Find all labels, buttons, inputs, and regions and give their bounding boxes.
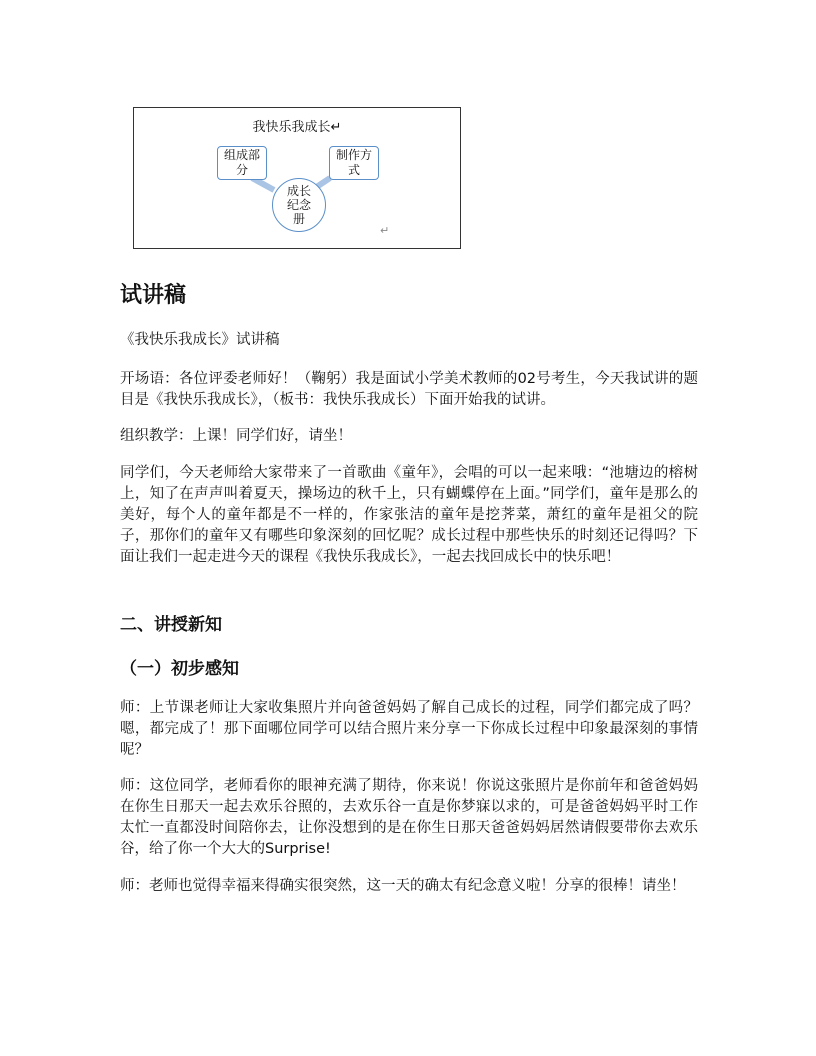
organize-paragraph: 组织教学：上课！同学们好，请坐！ <box>120 428 352 444</box>
diagram-box-methods: 制作方式 <box>329 146 379 180</box>
subtitle-paragraph: 《我快乐我成长》试讲稿 <box>120 332 280 348</box>
paragraph-mark: ↵ <box>380 224 390 237</box>
teacher-paragraph-2: 师：这位同学，老师看你的眼神充满了期待，你来说！你说这张照片是你前年和爸爸妈妈在你生日那天一起去欢乐谷照的，去欢乐谷一直是你梦寐以求的，可是爸爸妈妈平时工作太忙一直都没时间陪你去，让你没想到的是在你生日那天爸爸妈妈居然请假要带你去欢乐谷，给了你一个大大的Surprise! <box>120 778 698 857</box>
diagram-title: 我快乐我成长↵ <box>252 120 342 135</box>
teacher-paragraph-3: 师：老师也觉得幸福来得确实很突然，这一天的确太有纪念意义啦！分享的很棒！请坐！ <box>120 878 686 894</box>
diagram-center-circle: 成长纪念册 <box>272 178 326 232</box>
opening-paragraph: 开场语：各位评委老师好！（鞠躬）我是面试小学美术教师的02号考生，今天我试讲的题目是《我快乐我成长》，（板书：我快乐我成长）下面开始我的试讲。 <box>120 371 698 408</box>
intro-paragraph: 同学们，今天老师给大家带来了一首歌曲《童年》，会唱的可以一起来哦：“池塘边的榕树上，知了在声声叫着夏天，操场边的秋千上，只有蝴蝶停在上面。”同学们，童年是那么的美好，每个人的童年都是不一样的，作家张洁的童年是挖荠菜，萧红的童年是祖父的院子，那你们的童年又有哪些印象深刻的回忆呢？成长过程中那些快乐的时刻还记得吗？下面让我们一起走进今天的课程《我快乐我成长》，一起去找回成长中的快乐吧！ <box>120 465 698 565</box>
section-heading: 二、讲授新知 <box>120 615 222 635</box>
diagram-box-components: 组成部分 <box>217 146 267 180</box>
page-title: 试讲稿 <box>120 283 187 308</box>
teacher-paragraph-1: 师：上节课老师让大家收集照片并向爸爸妈妈了解自己成长的过程，同学们都完成了吗？嗯，都完成了！那下面哪位同学可以结合照片来分享一下你成长过程中印象最深刻的事情呢？ <box>120 700 698 758</box>
subsection-heading: （一）初步感知 <box>120 659 239 679</box>
concept-diagram <box>133 107 461 249</box>
